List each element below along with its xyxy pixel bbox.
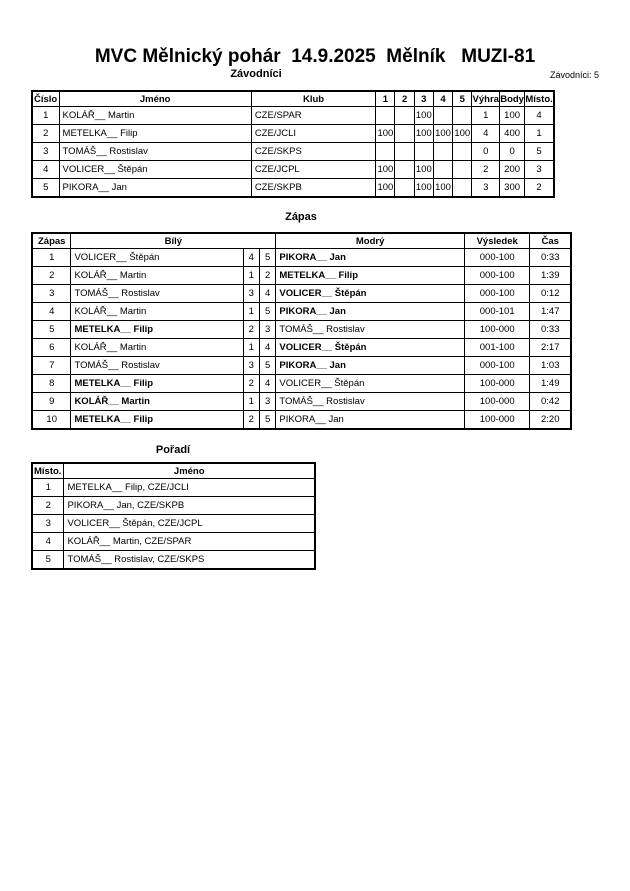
- round-3-score: 100: [414, 179, 433, 198]
- matches-heading: Zápas: [285, 211, 317, 223]
- blue-competitor: TOMÁŠ__ Rostislav: [276, 393, 465, 411]
- blue-competitor: PIKORA__ Jan: [276, 411, 465, 430]
- competitor-points: 200: [500, 161, 525, 179]
- ranking-body: [32, 479, 315, 570]
- competitor-wins: 1: [472, 107, 500, 125]
- match-time: 0:12: [530, 285, 571, 303]
- white-number: 2: [243, 411, 259, 430]
- match-result: 100-000: [464, 375, 530, 393]
- ranking-name: VOLICER__ Štěpán, CZE/JCPL: [64, 515, 315, 533]
- blue-competitor: TOMÁŠ__ Rostislav: [276, 321, 465, 339]
- match-time: 0:33: [530, 249, 571, 267]
- competitor-place: 1: [525, 125, 554, 143]
- match-result: 000-101: [464, 303, 530, 321]
- competitor-wins: 2: [472, 161, 500, 179]
- round-4-score: [433, 161, 452, 179]
- col-rank-place: Místo.: [32, 463, 64, 479]
- round-1-score: [376, 107, 395, 125]
- ranking-row: [32, 533, 315, 551]
- col-club: Klub: [251, 91, 375, 107]
- competitor-place: 3: [525, 161, 554, 179]
- match-time: 0:42: [530, 393, 571, 411]
- competitor-place: 4: [525, 107, 554, 125]
- col-wins: Výhra: [472, 91, 500, 107]
- ranking-name: KOLÁŘ__ Martin, CZE/SPAR: [64, 533, 315, 551]
- match-number: 2: [32, 267, 71, 285]
- col-round-5: 5: [453, 91, 472, 107]
- round-4-score: 100: [433, 125, 452, 143]
- blue-number: 5: [259, 411, 275, 430]
- blue-number: 5: [259, 249, 275, 267]
- matches-header-row: [32, 233, 571, 249]
- competitor-name: PIKORA__ Jan: [59, 179, 251, 198]
- competitor-row: [32, 161, 554, 179]
- blue-competitor: PIKORA__ Jan: [276, 357, 465, 375]
- white-competitor: METELKA__ Filip: [71, 375, 243, 393]
- match-number: 6: [32, 339, 71, 357]
- col-points: Body: [500, 91, 525, 107]
- white-competitor: TOMÁŠ__ Rostislav: [71, 285, 243, 303]
- blue-number: 2: [259, 267, 275, 285]
- match-result: 000-100: [464, 267, 530, 285]
- round-2-score: [395, 161, 414, 179]
- competitor-name: TOMÁŠ__ Rostislav: [59, 143, 251, 161]
- match-time: 1:03: [530, 357, 571, 375]
- match-time: 1:47: [530, 303, 571, 321]
- match-row: [32, 411, 571, 430]
- ranking-place: 3: [32, 515, 64, 533]
- white-number: 1: [243, 393, 259, 411]
- ranking-row: [32, 479, 315, 497]
- blue-number: 4: [259, 375, 275, 393]
- match-number: 1: [32, 249, 71, 267]
- blue-number: 3: [259, 321, 275, 339]
- page-title: MVC Mělnický pohár 14.9.2025 Mělník MUZI-81: [94, 46, 536, 67]
- col-match: Zápas: [32, 233, 71, 249]
- match-number: 10: [32, 411, 71, 430]
- competitors-heading: Závodníci: [230, 68, 282, 80]
- competitor-place: 2: [525, 179, 554, 198]
- competitor-name: VOLICER__ Štěpán: [59, 161, 251, 179]
- ranking-name: METELKA__ Filip, CZE/JCLI: [64, 479, 315, 497]
- competitor-wins: 3: [472, 179, 500, 198]
- blue-competitor: VOLICER__ Štěpán: [276, 339, 465, 357]
- competitor-place: 5: [525, 143, 554, 161]
- white-competitor: KOLÁŘ__ Martin: [71, 339, 243, 357]
- competitor-name: KOLÁŘ__ Martin: [59, 107, 251, 125]
- white-number: 1: [243, 267, 259, 285]
- match-row: [32, 357, 571, 375]
- competitor-points: 100: [500, 107, 525, 125]
- competitor-points: 0: [500, 143, 525, 161]
- col-round-3: 3: [414, 91, 433, 107]
- white-number: 3: [243, 357, 259, 375]
- match-row: [32, 393, 571, 411]
- white-competitor: METELKA__ Filip: [71, 321, 243, 339]
- blue-competitor: VOLICER__ Štěpán: [276, 285, 465, 303]
- white-number: 2: [243, 375, 259, 393]
- competitor-wins: 0: [472, 143, 500, 161]
- competitor-row: [32, 143, 554, 161]
- blue-number: 5: [259, 357, 275, 375]
- match-row: [32, 303, 571, 321]
- white-number: 2: [243, 321, 259, 339]
- white-number: 1: [243, 303, 259, 321]
- round-2-score: [395, 107, 414, 125]
- ranking-row: [32, 551, 315, 570]
- ranking-place: 2: [32, 497, 64, 515]
- col-white: Bílý: [71, 233, 276, 249]
- competitor-number: 1: [32, 107, 59, 125]
- match-result: 100-000: [464, 411, 530, 430]
- round-5-score: [453, 107, 472, 125]
- matches-table: [31, 232, 572, 430]
- white-competitor: KOLÁŘ__ Martin: [71, 267, 243, 285]
- competitor-row: [32, 125, 554, 143]
- competitor-club: CZE/SKPB: [251, 179, 375, 198]
- competitor-name: METELKA__ Filip: [59, 125, 251, 143]
- match-time: 2:20: [530, 411, 571, 430]
- round-1-score: 100: [376, 125, 395, 143]
- competitor-club: CZE/JCPL: [251, 161, 375, 179]
- blue-number: 4: [259, 339, 275, 357]
- blue-number: 3: [259, 393, 275, 411]
- col-number: Číslo: [32, 91, 59, 107]
- round-4-score: [433, 107, 452, 125]
- round-3-score: 100: [414, 107, 433, 125]
- match-row: [32, 285, 571, 303]
- blue-competitor: PIKORA__ Jan: [276, 303, 465, 321]
- match-result: 100-000: [464, 321, 530, 339]
- match-number: 3: [32, 285, 71, 303]
- competitor-row: [32, 179, 554, 198]
- match-number: 9: [32, 393, 71, 411]
- competitor-number: 2: [32, 125, 59, 143]
- match-row: [32, 339, 571, 357]
- competitor-count: Závodníci: 5: [549, 70, 599, 80]
- col-result: Výsledek: [464, 233, 530, 249]
- match-row: [32, 249, 571, 267]
- ranking-row: [32, 515, 315, 533]
- ranking-name: PIKORA__ Jan, CZE/SKPB: [64, 497, 315, 515]
- ranking-place: 4: [32, 533, 64, 551]
- ranking-header-row: [32, 463, 315, 479]
- col-rank-name: Jméno: [64, 463, 315, 479]
- ranking-place: 1: [32, 479, 64, 497]
- blue-competitor: PIKORA__ Jan: [276, 249, 465, 267]
- competitor-club: CZE/SPAR: [251, 107, 375, 125]
- round-5-score: [453, 161, 472, 179]
- match-time: 1:49: [530, 375, 571, 393]
- round-3-score: [414, 143, 433, 161]
- blue-number: 5: [259, 303, 275, 321]
- match-result: 001-100: [464, 339, 530, 357]
- round-5-score: [453, 143, 472, 161]
- white-competitor: METELKA__ Filip: [71, 411, 243, 430]
- white-competitor: VOLICER__ Štěpán: [71, 249, 243, 267]
- match-time: 2:17: [530, 339, 571, 357]
- match-number: 7: [32, 357, 71, 375]
- match-result: 000-100: [464, 357, 530, 375]
- competitor-number: 5: [32, 179, 59, 198]
- col-time: Čas: [530, 233, 571, 249]
- match-result: 100-000: [464, 393, 530, 411]
- match-result: 000-100: [464, 285, 530, 303]
- match-number: 5: [32, 321, 71, 339]
- competitor-number: 4: [32, 161, 59, 179]
- blue-competitor: METELKA__ Filip: [276, 267, 465, 285]
- col-blue: Modrý: [276, 233, 465, 249]
- round-5-score: [453, 179, 472, 198]
- round-4-score: [433, 143, 452, 161]
- white-competitor: TOMÁŠ__ Rostislav: [71, 357, 243, 375]
- competitors-table: [31, 90, 555, 198]
- competitors-body: [32, 107, 554, 198]
- competitor-wins: 4: [472, 125, 500, 143]
- white-number: 1: [243, 339, 259, 357]
- competitor-points: 400: [500, 125, 525, 143]
- white-number: 3: [243, 285, 259, 303]
- round-1-score: 100: [376, 179, 395, 198]
- white-competitor: KOLÁŘ__ Martin: [71, 303, 243, 321]
- round-2-score: [395, 125, 414, 143]
- blue-number: 4: [259, 285, 275, 303]
- round-2-score: [395, 143, 414, 161]
- col-round-2: 2: [395, 91, 414, 107]
- competitor-number: 3: [32, 143, 59, 161]
- white-competitor: KOLÁŘ__ Martin: [71, 393, 243, 411]
- ranking-table: [31, 462, 316, 570]
- competitors-header-row: [32, 91, 554, 107]
- competitor-club: CZE/JCLI: [251, 125, 375, 143]
- matches-body: [32, 249, 571, 430]
- round-3-score: 100: [414, 161, 433, 179]
- competitor-club: CZE/SKPS: [251, 143, 375, 161]
- white-number: 4: [243, 249, 259, 267]
- round-5-score: 100: [453, 125, 472, 143]
- round-1-score: 100: [376, 161, 395, 179]
- blue-competitor: VOLICER__ Štěpán: [276, 375, 465, 393]
- ranking-place: 5: [32, 551, 64, 570]
- match-row: [32, 375, 571, 393]
- ranking-row: [32, 497, 315, 515]
- col-name: Jméno: [59, 91, 251, 107]
- col-round-1: 1: [376, 91, 395, 107]
- match-time: 1:39: [530, 267, 571, 285]
- match-result: 000-100: [464, 249, 530, 267]
- round-2-score: [395, 179, 414, 198]
- ranking-heading: Pořadí: [155, 444, 191, 456]
- round-3-score: 100: [414, 125, 433, 143]
- competitor-row: [32, 107, 554, 125]
- competitor-points: 300: [500, 179, 525, 198]
- ranking-name: TOMÁŠ__ Rostislav, CZE/SKPS: [64, 551, 315, 570]
- match-number: 4: [32, 303, 71, 321]
- match-row: [32, 267, 571, 285]
- col-place: Místo.: [525, 91, 554, 107]
- match-row: [32, 321, 571, 339]
- round-1-score: [376, 143, 395, 161]
- match-number: 8: [32, 375, 71, 393]
- match-time: 0:33: [530, 321, 571, 339]
- col-round-4: 4: [433, 91, 452, 107]
- round-4-score: 100: [433, 179, 452, 198]
